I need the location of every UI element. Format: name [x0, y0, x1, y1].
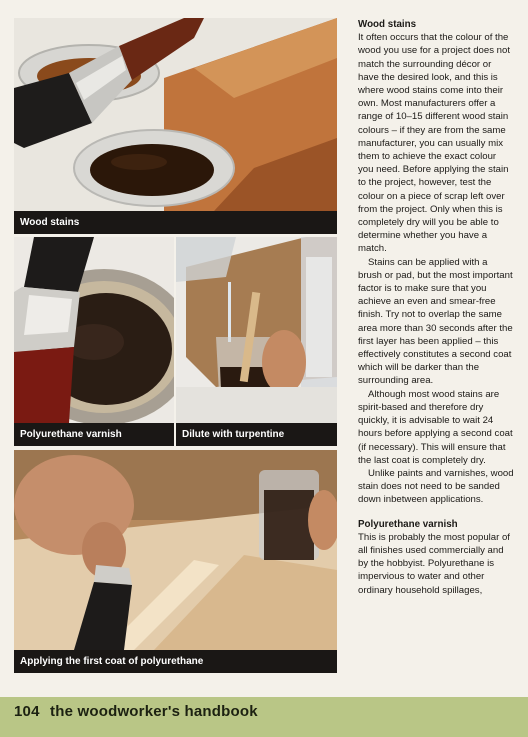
caption-text: Dilute with turpentine: [182, 429, 285, 440]
caption-polyurethane-varnish: [14, 423, 174, 446]
paragraph: Unlike paints and varnishes, wood stain does not need to be sanded down inbetween applications.: [358, 467, 514, 506]
photo-dilute-turpentine: [176, 237, 337, 423]
caption-dilute-turpentine: [176, 423, 337, 446]
caption-text: Polyurethane varnish: [20, 429, 122, 440]
photo-first-coat: [14, 450, 337, 650]
section-heading-polyurethane-varnish: Polyurethane varnish: [358, 518, 458, 530]
caption-text: Wood stains: [20, 217, 80, 228]
caption-text: Applying the first coat of polyurethane: [20, 656, 204, 667]
photo-wood-stains: [14, 18, 337, 211]
page-number: 104: [14, 703, 40, 720]
section-heading-wood-stains: Wood stains: [358, 19, 417, 30]
body-text-column: [358, 18, 514, 597]
caption-first-coat: [14, 650, 337, 673]
paragraph: Although most wood stains are spirit-based and therefore dry quickly, it is advisable to wait 24 hours before applying a second coat (if necessary). This will ensure that the last coat is completely dry.: [358, 388, 513, 466]
paragraph: It often occurs that the colour of the wood you use for a project does not match the surrounding décor or have the desired look, and this is where wood stains come into their own. Most manufacturers offer a range of 10–15 different wood stain colours – if they are from the same manufacturer, you can usually mix them to achieve the exact colour you need. Before applying the stain to the project, however, test the colour on a piece of scrap left over from the project. Only when this is completely dry will you be able to determine whether you have a match.: [358, 32, 510, 255]
paragraph: This is probably the most popular of all finishes used commercially and by the hobbyist. Polyurethane is impervious to water and other ordinary household spillages,: [358, 531, 510, 596]
page-footer: [14, 703, 258, 720]
paragraph: Stains can be applied with a brush or pad, but the most important factor is to make sure that you achieve an even and smear-free finish. Try not to overlap the same area more than 30 seconds after the first layer has been applied – this effectively constitutes a second coat which will be darker than the surrounding area.: [358, 256, 513, 387]
book-title: the woodworker's handbook: [50, 703, 258, 720]
caption-wood-stains: [14, 211, 337, 234]
photo-polyurethane-varnish: [14, 237, 174, 423]
